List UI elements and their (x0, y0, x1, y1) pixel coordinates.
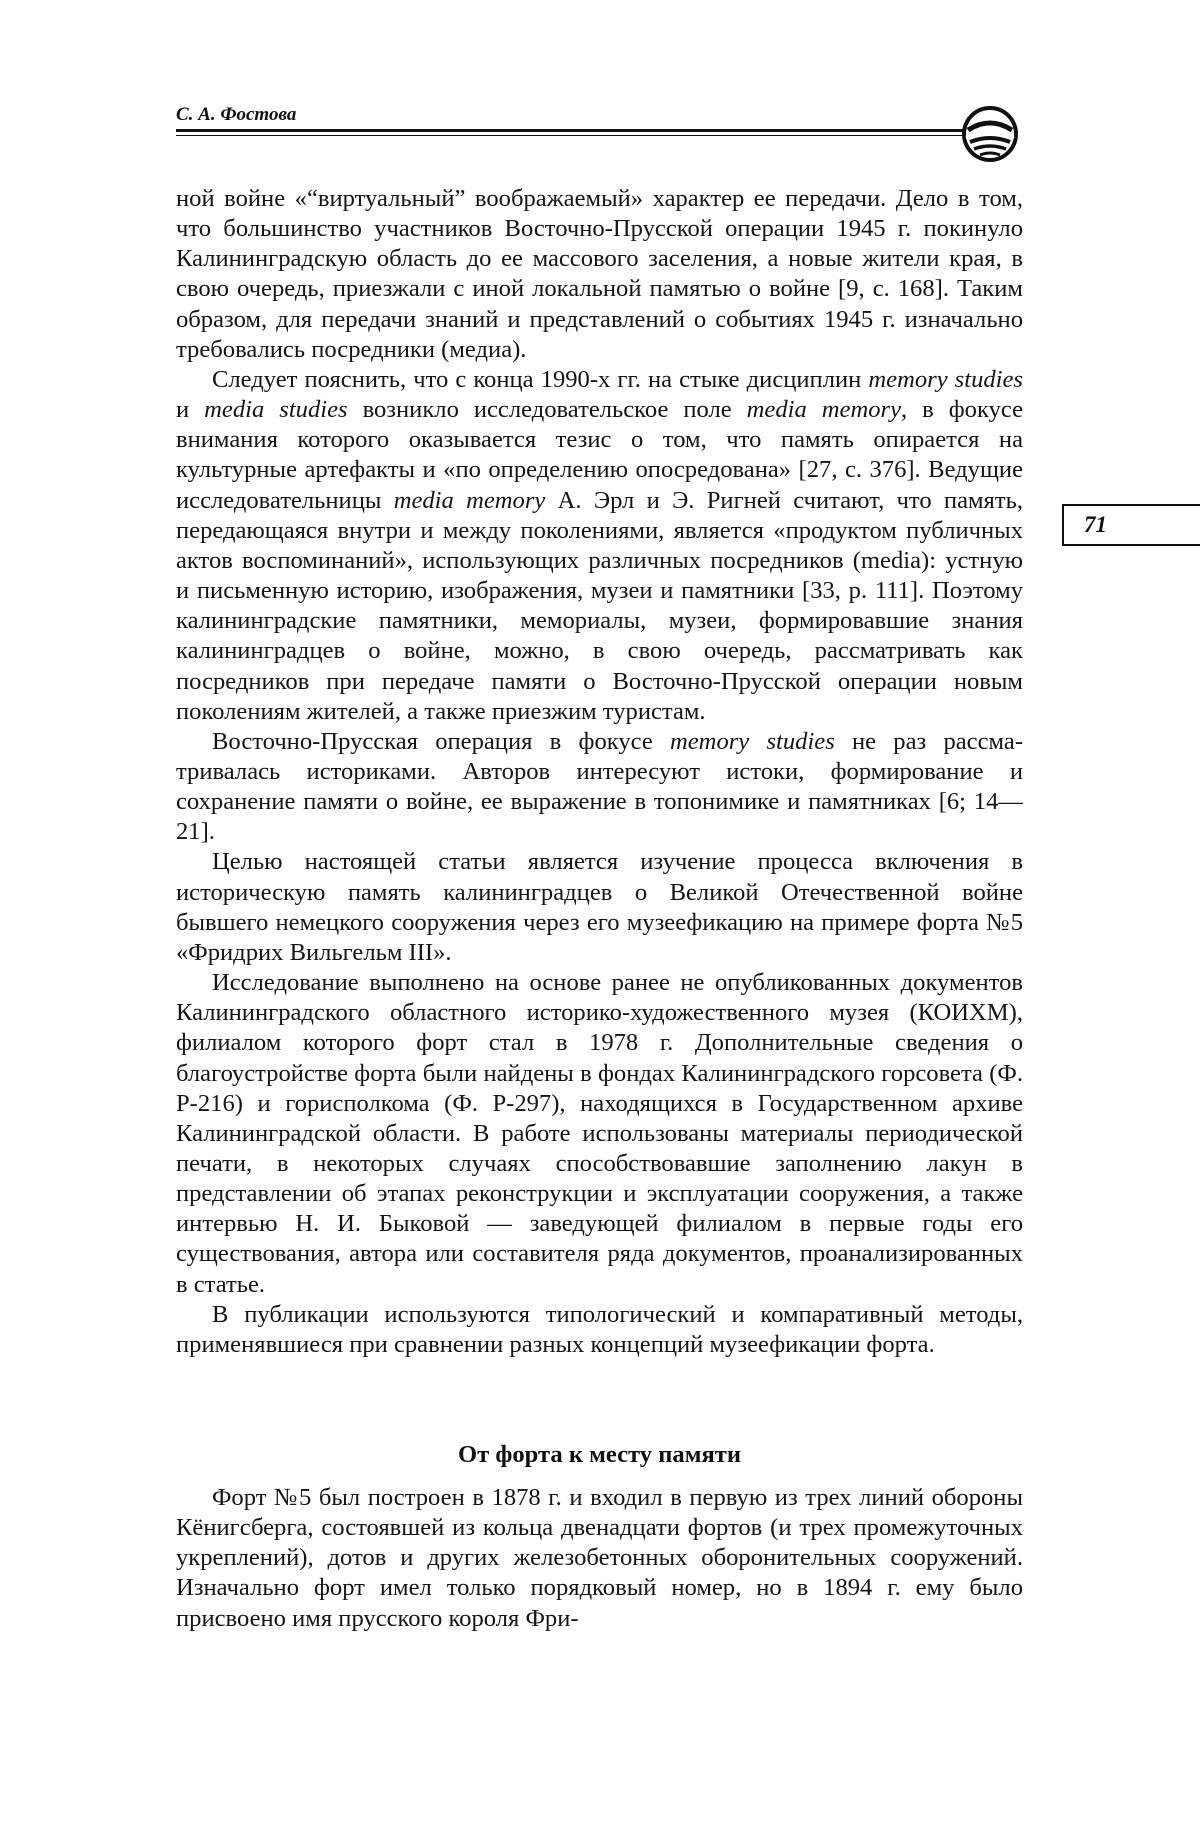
text-run: Целью настоящей статьи является изучение процесса включения в историческую память калининградцев о Великой Отечественной войне бывшего немецкого сооружения через его музеефикацию на примере форта №5 «Фридрих Вильгельм III». (176, 848, 1023, 966)
section-heading: От форта к месту памяти (457, 1441, 742, 1468)
text-run: В публикации используются типологический и компаративный методы, применявшиеся при сравнении разных концепций музеефикации форта. (176, 1300, 1023, 1358)
text-run: не раз рассматривалась историками. Авторов интересуют истоки, формирование и сохранение памяти о войне, ее выражение в топонимике и памятниках [6; 14—21]. (176, 727, 1024, 846)
article-body (176, 184, 1023, 1360)
paragraph (176, 847, 1023, 968)
italic-term: media studies (204, 396, 348, 424)
italic-term: media memory (393, 486, 546, 514)
page-number-box (1062, 504, 1200, 546)
running-header-author: С. А. Фостова (176, 104, 297, 125)
italic-term: memory studies (868, 365, 1023, 393)
text-run: и (176, 396, 205, 424)
text-run: Восточно-Прусская операция в фокусе (212, 727, 670, 755)
text-run: , в фокусе внимания которого оказывается тезис о том, что память опирается на культурные артефакты и «по определению опосредована» [27, с. 376]. Ведущие исследовательницы (176, 396, 1023, 514)
text-run: Следует пояснить, что с конца 1990-х гг. на стыке дисциплин (212, 365, 869, 393)
paragraph: Форт №5 был построен в 1878 г. и входил в первую из трех линий обороны Кёнигсберга, состоявшей из кольца двенадцати фортов (и трех промежуточных укреплений), дотов и других железобетонных оборонительных сооружений. Изначально форт имел только порядковый номер, но в 1894 г. ему было присвоено имя прусского короля Фри- (176, 1484, 1023, 1632)
text-run: А. Эрл и Э. Ригней считают, что память, передающаяся внутри и между поколениями, является «продуктом публичных актов воспоминаний», использующих различных посредников (media): устную и письменную историю, изображения, музеи и памятники [33, p. 111]. Поэтому калининградские памятники, мемориалы, музеи, формировавшие знания калининградцев о войне, можно, в свою очередь, рассматривать как посредников при передаче памяти о Восточно-Прусской операции новым поколениям жителей, а также приезжим туристам. (176, 486, 1023, 725)
paragraph (176, 727, 1023, 848)
italic-term: memory studies (670, 727, 835, 755)
text-run: Исследование выполнено на основе ранее не опубликованных документов Калининградского областного историко-художественного музея (КОИХМ), филиалом которого форт стал в 1978 г. Дополнительные сведения о благоустройстве форта были найдены в фондах Калининградского горсовета (Ф. Р-216) и горисполкома (Ф. Р-297), находящихся в Государственном архиве Калининградской области. В работе использованы материалы периодической печати, в некоторых случаях способствовавшие заполнению лакун в представлении об этапах реконструкции и эксплуатации сооружения, а также интервью Н. И. Быковой — заведующей филиалом в первые годы его существования, автора или составителя ряда документов, проанализированных в статье. (176, 969, 1023, 1298)
italic-term: media memory (746, 396, 901, 424)
paragraph (176, 1300, 1023, 1360)
paragraph (176, 968, 1023, 1300)
paragraph (176, 184, 1023, 365)
page-number: 71 (1084, 512, 1107, 537)
text-run: ной войне «“виртуальный” воображаемый» характер ее передачи. Дело в том, что большинство участников Восточно-Прусской операции 1945 г. покинуло Калининградскую область до ее массового заселения, а новые жители края, в свою очередь, приезжали с иной локальной памятью о войне [9, с. 168]. Таким образом, для передачи знаний и представлений о событиях 1945 г. изначально требовались посредники (медиа). (176, 185, 1023, 363)
text-run: возникло исследовательское поле (347, 396, 747, 424)
header-rule-thick (176, 129, 963, 132)
journal-wave-logo-icon (960, 104, 1020, 164)
section-body (176, 1483, 1023, 1634)
header-rule-thin (176, 135, 963, 136)
paragraph (176, 365, 1023, 727)
